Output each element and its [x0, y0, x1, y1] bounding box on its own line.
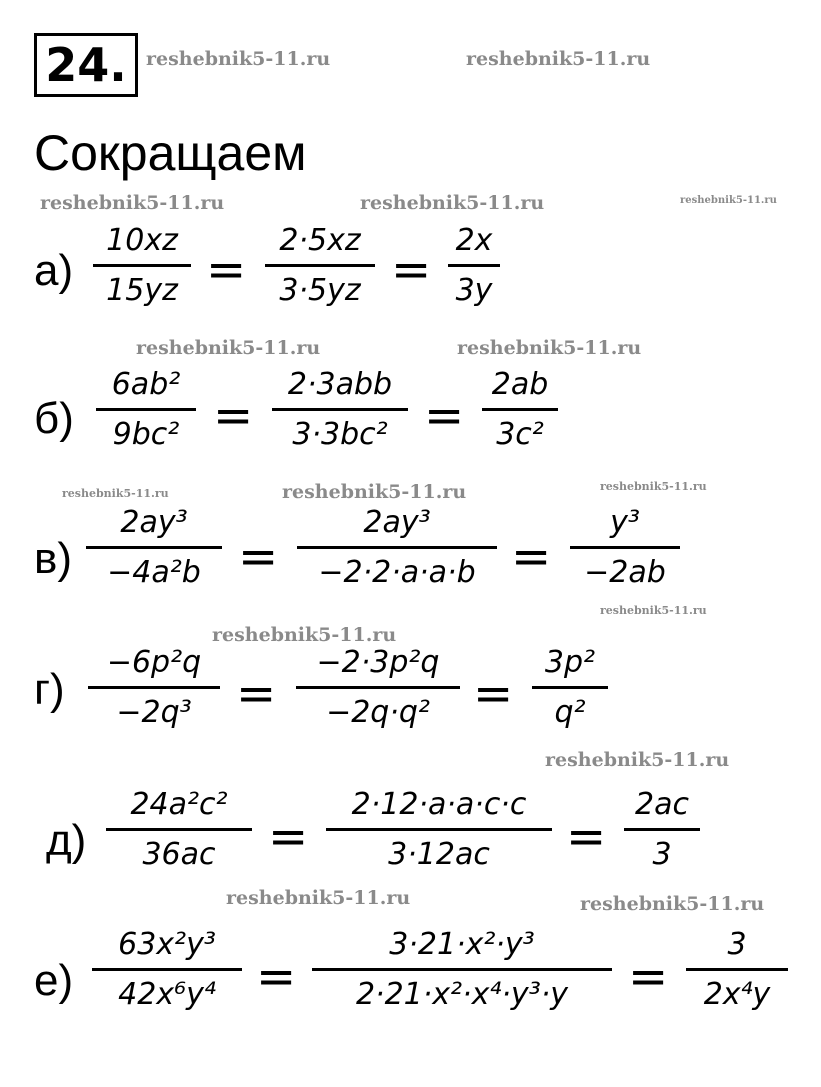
watermark: reshebnik5-11.ru: [545, 749, 730, 771]
fraction: [272, 367, 408, 452]
numerator: 2ay³: [120, 505, 188, 540]
item-label: д): [46, 816, 87, 865]
fraction: [532, 645, 608, 730]
watermark: reshebnik5-11.ru: [600, 480, 707, 493]
fraction: [326, 787, 552, 872]
fraction: [106, 787, 252, 872]
fraction: [93, 223, 191, 308]
equals-sign: =: [424, 388, 465, 444]
numerator: 3p²: [544, 645, 596, 680]
watermark: reshebnik5-11.ru: [212, 624, 397, 646]
numerator: 2ab: [491, 367, 549, 402]
denominator: −2ab: [584, 555, 666, 590]
equals-sign: =: [213, 388, 254, 444]
numerator: 6ab²: [111, 367, 181, 402]
fraction: [297, 505, 497, 590]
watermark: reshebnik5-11.ru: [136, 337, 321, 359]
denominator: 9bc²: [112, 417, 180, 452]
problem-heading: Сокращаем: [34, 125, 307, 181]
numerator: 10xz: [106, 223, 178, 258]
item-label: г): [34, 665, 65, 714]
equals-sign: =: [391, 242, 432, 298]
denominator: q²: [554, 695, 586, 730]
denominator: 2x⁴y: [703, 977, 771, 1012]
numerator: y³: [610, 505, 640, 540]
equals-sign: =: [473, 666, 514, 722]
fraction: [448, 223, 500, 308]
equals-sign: =: [238, 529, 279, 585]
numerator: 2ay³: [363, 505, 431, 540]
denominator: 36ac: [142, 837, 216, 872]
watermark: reshebnik5-11.ru: [457, 337, 642, 359]
fraction: [482, 367, 558, 452]
problem-number: 24.: [34, 33, 138, 97]
denominator: 3c²: [496, 417, 544, 452]
watermark: reshebnik5-11.ru: [40, 192, 225, 214]
numerator: 63x²y³: [118, 927, 216, 962]
numerator: 2·5xz: [279, 223, 361, 258]
equals-sign: =: [206, 242, 247, 298]
numerator: 2·3abb: [287, 367, 393, 402]
equals-sign: =: [268, 809, 309, 865]
denominator: 3: [652, 837, 672, 872]
fraction: [86, 505, 222, 590]
numerator: 2ac: [635, 787, 689, 822]
watermark: reshebnik5-11.ru: [600, 604, 707, 617]
watermark: reshebnik5-11.ru: [226, 887, 411, 909]
fraction: [296, 645, 460, 730]
item-label: в): [34, 534, 73, 583]
fraction: [92, 927, 242, 1012]
equals-sign: =: [236, 666, 277, 722]
fraction: [88, 645, 220, 730]
fraction: [686, 927, 788, 1012]
item-label: б): [34, 394, 74, 443]
fraction: [96, 367, 196, 452]
watermark: reshebnik5-11.ru: [62, 487, 169, 500]
equals-sign: =: [256, 949, 297, 1005]
fraction: [570, 505, 680, 590]
watermark: reshebnik5-11.ru: [580, 893, 765, 915]
denominator: −2·2·a·a·b: [318, 555, 476, 590]
item-label: е): [34, 956, 74, 1005]
denominator: 42x⁶y⁴: [118, 977, 216, 1012]
numerator: 3: [727, 927, 747, 962]
watermark: reshebnik5-11.ru: [282, 481, 467, 503]
denominator: 3·3bc²: [292, 417, 388, 452]
item-label: а): [34, 246, 74, 295]
fraction: [265, 223, 375, 308]
denominator: 3y: [455, 273, 493, 308]
numerator: 2·12·a·a·c·c: [351, 787, 527, 822]
denominator: 3·5yz: [279, 273, 361, 308]
watermark: reshebnik5-11.ru: [146, 48, 331, 70]
watermark: reshebnik5-11.ru: [680, 195, 777, 206]
equals-sign: =: [628, 949, 669, 1005]
watermark: reshebnik5-11.ru: [466, 48, 651, 70]
denominator: −2q·q²: [326, 695, 430, 730]
watermark: reshebnik5-11.ru: [360, 192, 545, 214]
fraction: [312, 927, 612, 1012]
numerator: 24a²c²: [130, 787, 228, 822]
denominator: 3·12ac: [388, 837, 490, 872]
numerator: −2·3p²q: [316, 645, 440, 680]
denominator: 15yz: [106, 273, 178, 308]
denominator: −2q³: [116, 695, 192, 730]
equals-sign: =: [566, 809, 607, 865]
fraction: [624, 787, 700, 872]
numerator: 2x: [455, 223, 493, 258]
numerator: −6p²q: [106, 645, 202, 680]
denominator: 2·21·x²·x⁴·y³·y: [355, 977, 569, 1012]
numerator: 3·21·x²·y³: [389, 927, 535, 962]
denominator: −4a²b: [107, 555, 201, 590]
equals-sign: =: [511, 529, 552, 585]
